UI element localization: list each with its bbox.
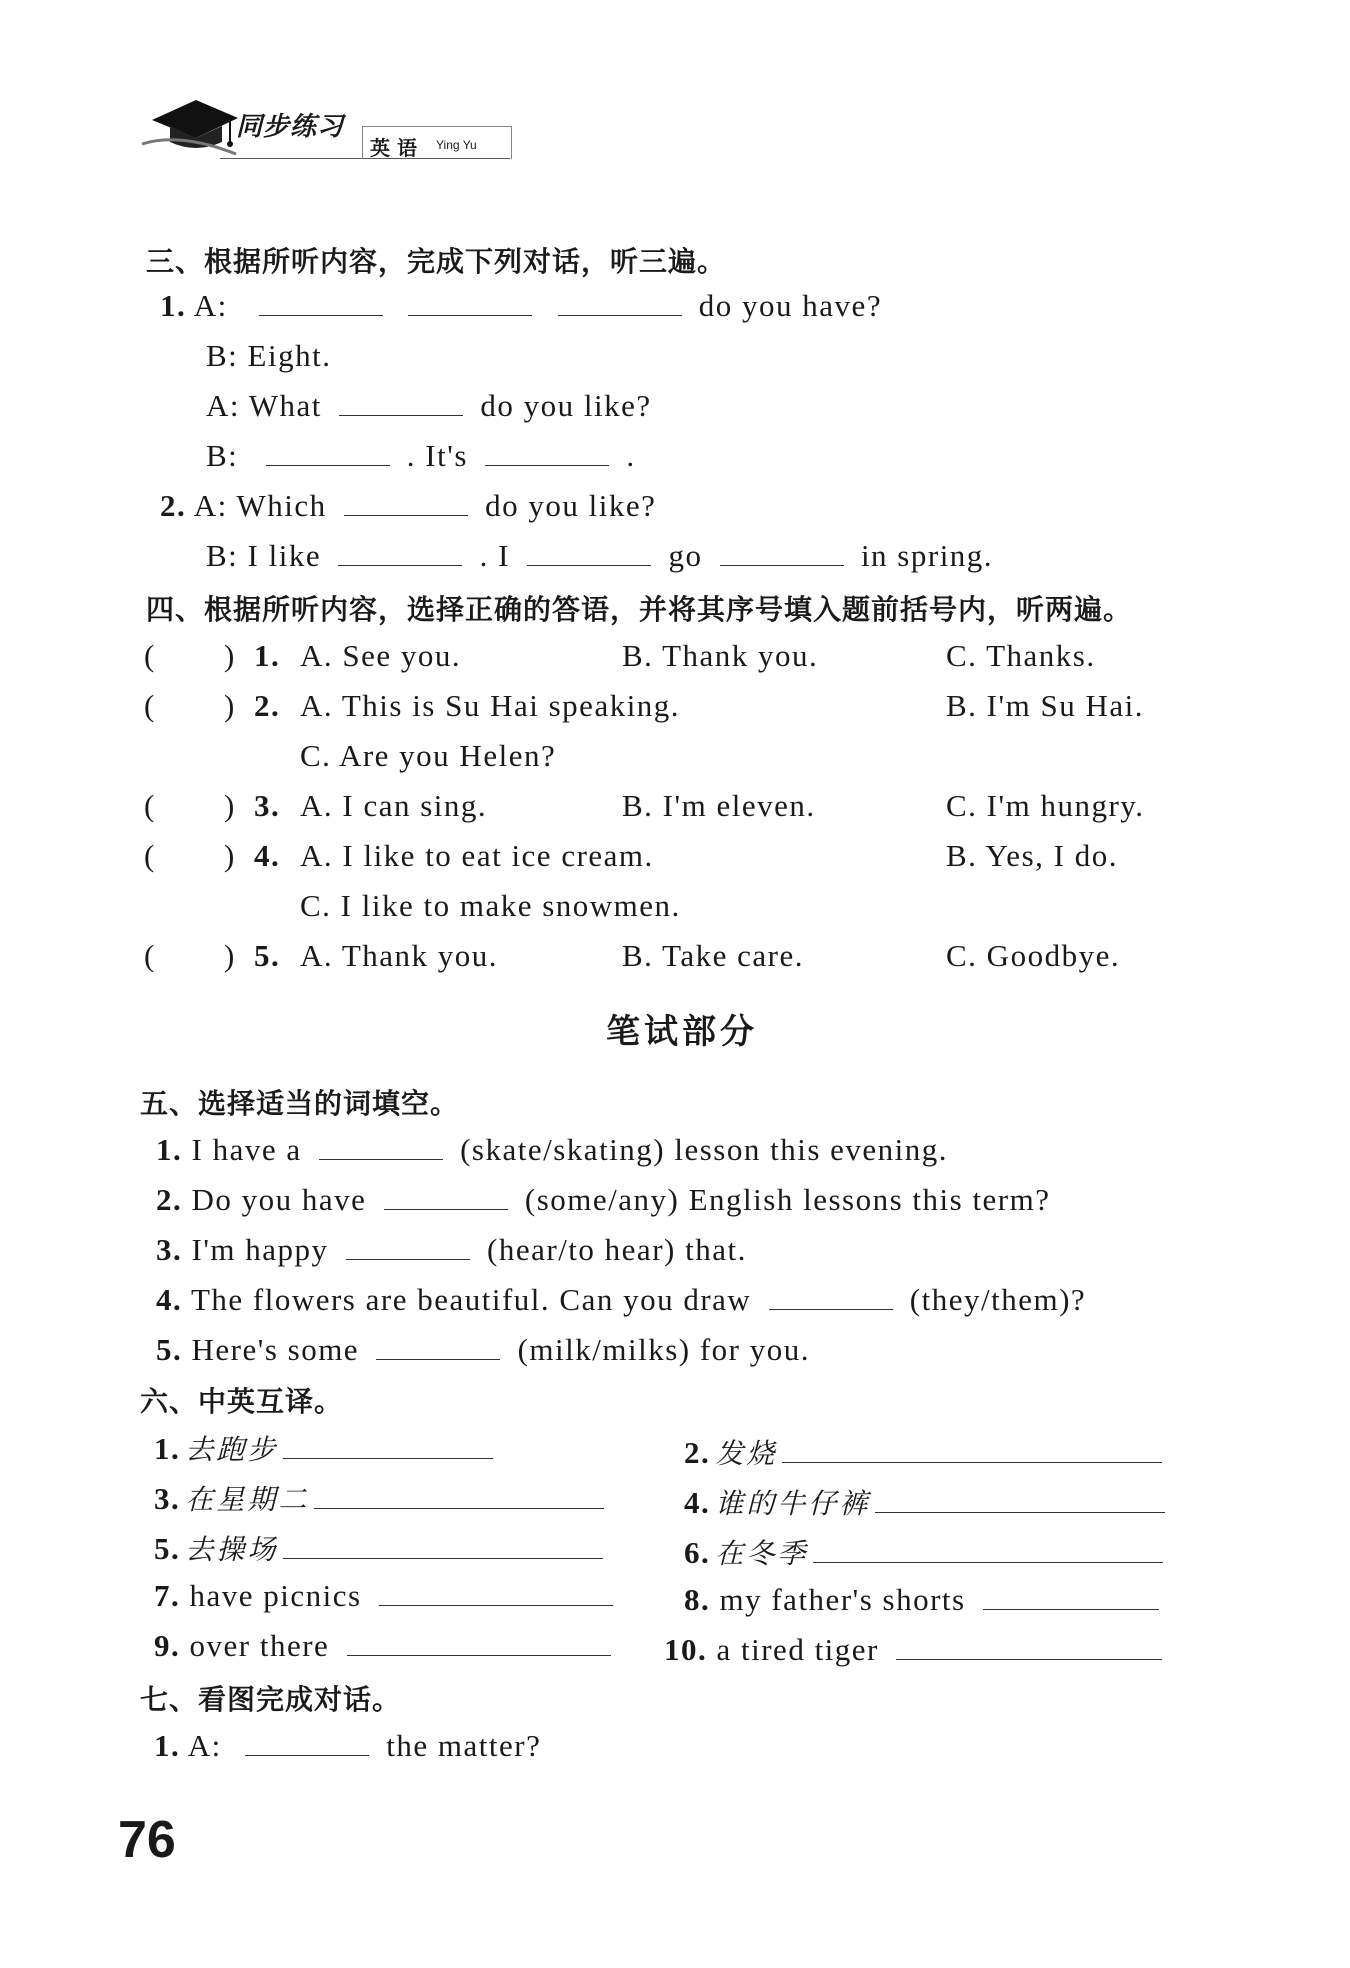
question-number: 2. xyxy=(156,1182,183,1217)
translation-prompt: a tired tiger xyxy=(716,1632,879,1667)
answer-paren-open[interactable]: ( xyxy=(144,688,156,723)
answer-blank[interactable] xyxy=(408,289,532,316)
s3-line-5 xyxy=(160,488,656,524)
question-text: I have a xyxy=(191,1132,302,1167)
s4-item-2 xyxy=(144,688,1204,778)
translation-prompt: over there xyxy=(189,1628,330,1663)
translation-prompt: 去跑步 xyxy=(185,1433,279,1466)
question-number: 5. xyxy=(254,938,281,973)
question-number: 4. xyxy=(254,838,281,873)
answer-line[interactable] xyxy=(347,1629,611,1656)
question-number: 8. xyxy=(684,1582,711,1617)
speaker: A: xyxy=(206,388,240,423)
answer-paren-close[interactable]: ) xyxy=(224,938,236,973)
s6-item-5 xyxy=(154,1528,614,1568)
option-a: A. I like to eat ice cream. xyxy=(300,838,654,873)
answer-paren-close[interactable]: ) xyxy=(224,838,236,873)
question-number: 3. xyxy=(254,788,281,823)
option-c: C. I'm hungry. xyxy=(946,788,1145,823)
question-number: 9. xyxy=(154,1628,181,1663)
s5-item-2 xyxy=(156,1182,1051,1218)
s3-line-6 xyxy=(206,538,993,574)
question-text: Do you have xyxy=(191,1182,367,1217)
question-text: (they/them)? xyxy=(909,1282,1087,1317)
s5-item-1 xyxy=(156,1132,948,1168)
s6-item-3 xyxy=(154,1478,614,1518)
translation-prompt: 发烧 xyxy=(715,1437,778,1470)
question-number: 2. xyxy=(254,688,281,723)
section-4-title: 四、根据所听内容，选择正确的答语，并将其序号填入题前括号内，听两遍。 xyxy=(146,593,1133,626)
answer-blank[interactable] xyxy=(344,489,468,516)
question-text: The flowers are beautiful. Can you draw xyxy=(190,1282,752,1317)
header-logo xyxy=(140,92,500,172)
page-number: 76 xyxy=(118,1811,176,1869)
answer-line[interactable] xyxy=(875,1486,1165,1513)
answer-line[interactable] xyxy=(314,1482,604,1509)
option-b: B. Thank you. xyxy=(622,638,819,673)
option-c: C. Thanks. xyxy=(946,638,1096,673)
dialogue-text: do you like? xyxy=(480,388,652,423)
dialogue-text: do you like? xyxy=(485,488,657,523)
question-number: 1. xyxy=(156,1132,183,1167)
answer-blank[interactable] xyxy=(769,1283,893,1310)
s3-line-2 xyxy=(206,338,331,374)
question-number: 1. xyxy=(154,1728,181,1763)
s6-item-7 xyxy=(154,1578,621,1614)
translation-prompt: my father's shorts xyxy=(719,1582,966,1617)
question-number: 1. xyxy=(154,1431,181,1466)
option-a: A. I can sing. xyxy=(300,788,488,823)
section-3-title: 三、根据所听内容，完成下列对话，听三遍。 xyxy=(146,245,727,278)
speaker: A: xyxy=(193,488,228,523)
s3-line-1 xyxy=(160,288,882,324)
written-part-title: 笔试部分 xyxy=(606,1012,758,1052)
dialogue-text: do you have? xyxy=(698,288,883,323)
question-number: 6. xyxy=(684,1535,711,1570)
speaker: B: xyxy=(206,338,239,373)
question-number: 4. xyxy=(684,1485,711,1520)
question-number: 3. xyxy=(154,1481,181,1516)
answer-paren-open[interactable]: ( xyxy=(144,938,156,973)
s6-item-1 xyxy=(154,1428,614,1468)
answer-blank[interactable] xyxy=(319,1133,443,1160)
answer-paren-close[interactable]: ) xyxy=(224,638,236,673)
answer-paren-open[interactable]: ( xyxy=(144,638,156,673)
answer-paren-close[interactable]: ) xyxy=(224,788,236,823)
graduation-cap-icon xyxy=(140,92,240,162)
s6-item-9 xyxy=(154,1628,619,1664)
question-number: 5. xyxy=(154,1531,181,1566)
speaker: B: xyxy=(206,538,239,573)
question-number: 2. xyxy=(160,488,187,523)
speaker: A: xyxy=(187,1728,222,1763)
answer-line[interactable] xyxy=(896,1633,1162,1660)
answer-blank[interactable] xyxy=(376,1333,500,1360)
s4-item-4 xyxy=(144,838,1204,928)
answer-blank[interactable] xyxy=(266,439,390,466)
dialogue-text: Eight. xyxy=(247,338,332,373)
option-b: B. Yes, I do. xyxy=(946,838,1118,873)
s4-item-5 xyxy=(144,938,1204,978)
s5-item-4 xyxy=(156,1282,1086,1318)
option-c: C. Are you Helen? xyxy=(300,738,557,773)
translation-prompt: have picnics xyxy=(189,1578,362,1613)
option-b: B. Take care. xyxy=(622,938,805,973)
s6-item-4 xyxy=(684,1482,1184,1522)
s5-item-3 xyxy=(156,1232,747,1268)
header-series: 同步练习 xyxy=(236,112,345,142)
dialogue-text: the matter? xyxy=(386,1728,542,1763)
question-number: 7. xyxy=(154,1578,181,1613)
answer-blank[interactable] xyxy=(346,1233,470,1260)
question-number: 2. xyxy=(684,1435,711,1470)
answer-paren-open[interactable]: ( xyxy=(144,838,156,873)
question-number: 5. xyxy=(156,1332,183,1367)
question-text: (some/any) English lessons this term? xyxy=(524,1182,1051,1217)
header-box xyxy=(362,126,512,159)
answer-line[interactable] xyxy=(379,1579,613,1606)
dialogue-text: . I xyxy=(479,538,510,573)
translation-prompt: 在冬季 xyxy=(715,1537,809,1570)
dialogue-text: I like xyxy=(247,538,322,573)
translation-prompt: 在星期二 xyxy=(185,1483,310,1516)
header-subject: 英 语 xyxy=(370,136,417,160)
translation-prompt: 去操场 xyxy=(185,1533,279,1566)
s4-item-3 xyxy=(144,788,1204,828)
question-number: 4. xyxy=(156,1282,183,1317)
s3-line-4 xyxy=(206,438,636,474)
answer-blank[interactable] xyxy=(485,439,609,466)
answer-line[interactable] xyxy=(283,1432,493,1459)
option-b: B. I'm Su Hai. xyxy=(946,688,1144,723)
option-c: C. Goodbye. xyxy=(946,938,1121,973)
question-text: (skate/skating) lesson this evening. xyxy=(460,1132,949,1167)
s4-item-1 xyxy=(144,638,1204,678)
answer-paren-close[interactable]: ) xyxy=(224,688,236,723)
dialogue-text: go xyxy=(668,538,703,573)
question-number: 1. xyxy=(254,638,281,673)
answer-blank[interactable] xyxy=(338,539,462,566)
dialogue-text: . xyxy=(626,438,636,473)
question-text: Here's some xyxy=(191,1332,360,1367)
s7-item-1 xyxy=(154,1728,541,1764)
answer-blank[interactable] xyxy=(720,539,844,566)
answer-line[interactable] xyxy=(983,1583,1159,1610)
answer-line[interactable] xyxy=(813,1536,1163,1563)
option-c: C. I like to make snowmen. xyxy=(300,888,681,923)
option-a: A. This is Su Hai speaking. xyxy=(300,688,681,723)
dialogue-text: . It's xyxy=(406,438,468,473)
speaker: A: xyxy=(193,288,228,323)
s6-item-8 xyxy=(684,1582,1167,1618)
question-number: 3. xyxy=(156,1232,183,1267)
answer-line[interactable] xyxy=(782,1436,1162,1463)
section-5-title: 五、选择适当的词填空。 xyxy=(140,1087,460,1120)
option-a: A. Thank you. xyxy=(300,938,499,973)
answer-line[interactable] xyxy=(283,1532,603,1559)
question-text: I'm happy xyxy=(191,1232,329,1267)
answer-paren-open[interactable]: ( xyxy=(144,788,156,823)
translation-prompt: 谁的牛仔裤 xyxy=(715,1487,871,1520)
answer-blank[interactable] xyxy=(245,1729,369,1756)
s6-item-10 xyxy=(664,1632,1170,1668)
question-text: (milk/milks) for you. xyxy=(517,1332,810,1367)
s5-item-5 xyxy=(156,1332,810,1368)
option-a: A. See you. xyxy=(300,638,462,673)
answer-blank[interactable] xyxy=(339,389,463,416)
dialogue-text: in spring. xyxy=(860,538,994,573)
question-number: 1. xyxy=(160,288,187,323)
section-7-title: 七、看图完成对话。 xyxy=(140,1683,402,1716)
speaker: B: xyxy=(206,438,239,473)
question-text: (hear/to hear) that. xyxy=(487,1232,747,1267)
dialogue-text: Which xyxy=(236,488,327,523)
answer-blank[interactable] xyxy=(527,539,651,566)
s6-item-2 xyxy=(684,1432,1184,1472)
answer-blank[interactable] xyxy=(384,1183,508,1210)
answer-blank[interactable] xyxy=(558,289,682,316)
s3-line-3 xyxy=(206,388,652,424)
section-6-title: 六、中英互译。 xyxy=(140,1385,344,1418)
s6-item-6 xyxy=(684,1532,1184,1572)
header-pinyin: Ying Yu xyxy=(436,138,477,152)
dialogue-text: What xyxy=(248,388,322,423)
option-b: B. I'm eleven. xyxy=(622,788,816,823)
question-number: 10. xyxy=(664,1632,708,1667)
answer-blank[interactable] xyxy=(259,289,383,316)
